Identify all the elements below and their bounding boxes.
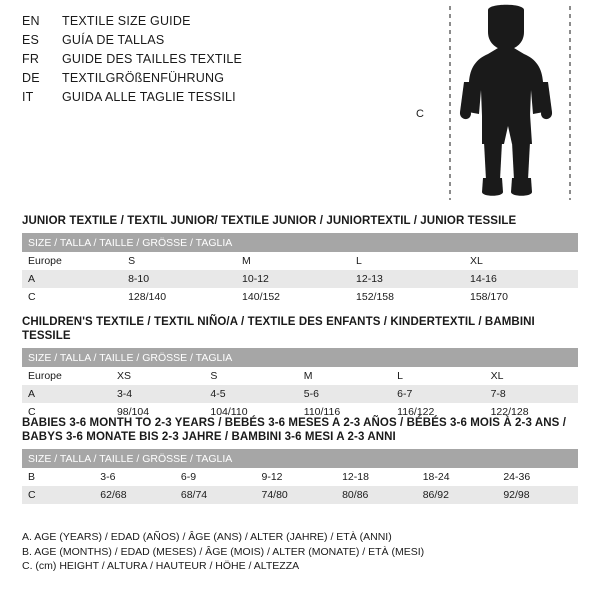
language-row [22, 90, 442, 109]
cell: 24-36 [497, 468, 578, 486]
language-row [22, 52, 442, 71]
cell: 4-5 [204, 385, 297, 403]
language-title-block [22, 14, 442, 109]
row-label: C [22, 486, 94, 504]
section-childrens-textile [22, 315, 578, 421]
cell: S [204, 367, 297, 385]
cell: 116/122 [391, 403, 484, 421]
legend-block [22, 530, 578, 574]
cell: 68/74 [175, 486, 256, 504]
language-row [22, 71, 442, 90]
cell: 110/116 [298, 403, 391, 421]
table-row [22, 252, 578, 270]
table-row [22, 367, 578, 385]
row-label: Europe [22, 367, 111, 385]
section-title: BABIES 3-6 MONTH TO 2-3 YEARS / BEBÉS 3-6 MESES A 2-3 AÑOS / BÉBÉS 3-6 MOIS À 2-3 ANS / BABYS 3-6 MONATE BIS 2-3 JAHRE / BAMBINI 3-6 MESI A 2-3 ANNI [22, 417, 566, 443]
cell: 3-4 [111, 385, 204, 403]
row-label: Europe [22, 252, 122, 270]
cell: L [350, 252, 464, 270]
language-title: GUIDA ALLE TAGLIE TESSILI [62, 90, 236, 104]
table-row [22, 288, 578, 306]
height-measure-label: C [416, 108, 424, 120]
cell: 152/158 [350, 288, 464, 306]
language-code: EN [22, 14, 40, 28]
cell: 14-16 [464, 270, 578, 288]
cell: XS [111, 367, 204, 385]
cell: 122/128 [485, 403, 578, 421]
cell: 104/110 [204, 403, 297, 421]
size-header-label: SIZE / TALLA / TAILLE / GRÖSSE / TAGLIA [22, 449, 578, 468]
cell: 5-6 [298, 385, 391, 403]
cell: 62/68 [94, 486, 175, 504]
cell: L [391, 367, 484, 385]
cell: 18-24 [417, 468, 498, 486]
table-row [22, 486, 578, 504]
row-label: A [22, 270, 122, 288]
cell: 10-12 [236, 270, 350, 288]
row-label: A [22, 385, 111, 403]
table-row [22, 468, 578, 486]
cell: 3-6 [94, 468, 175, 486]
size-table-babies [22, 449, 578, 504]
row-label: B [22, 468, 94, 486]
cell: 158/170 [464, 288, 578, 306]
legend-line: C. (cm) HEIGHT / ALTURA / HAUTEUR / HÖHE / ALTEZZA [22, 560, 300, 572]
language-code: IT [22, 90, 34, 104]
table-header-row [22, 449, 578, 468]
legend-line: A. AGE (YEARS) / EDAD (AÑOS) / ÂGE (ANS) / ALTER (JAHRE) / ETÀ (ANNI) [22, 531, 392, 543]
cell: M [236, 252, 350, 270]
language-title: TEXTILE SIZE GUIDE [62, 14, 191, 28]
table-header-row [22, 348, 578, 367]
row-label: C [22, 288, 122, 306]
cell: 92/98 [497, 486, 578, 504]
cell: XL [464, 252, 578, 270]
cell: 98/104 [111, 403, 204, 421]
section-junior-textile [22, 214, 578, 306]
cell: 12-18 [336, 468, 417, 486]
language-row [22, 33, 442, 52]
cell: 8-10 [122, 270, 236, 288]
language-row [22, 14, 442, 33]
section-title: CHILDREN'S TEXTILE / TEXTIL NIÑO/A / TEXTILE DES ENFANTS / KINDERTEXTIL / BAMBINI TESSILE [22, 316, 535, 342]
legend-line: B. AGE (MONTHS) / EDAD (MESES) / ÂGE (MOIS) / ALTER (MONATE) / ETÀ (MESI) [22, 545, 425, 558]
cell: 140/152 [236, 288, 350, 306]
cell: M [298, 367, 391, 385]
cell: 6-7 [391, 385, 484, 403]
language-title: TEXTILGRÖßENFÜHRUNG [62, 71, 225, 85]
row-label: C [22, 403, 111, 421]
section-title: JUNIOR TEXTILE / TEXTIL JUNIOR/ TEXTILE JUNIOR / JUNIORTEXTIL / JUNIOR TESSILE [22, 215, 517, 227]
section-babies-textile [22, 416, 578, 504]
cell: 128/140 [122, 288, 236, 306]
table-row [22, 385, 578, 403]
cell: 86/92 [417, 486, 498, 504]
cell: 6-9 [175, 468, 256, 486]
cell: XL [485, 367, 578, 385]
size-header-label: SIZE / TALLA / TAILLE / GRÖSSE / TAGLIA [22, 233, 578, 252]
size-header-label: SIZE / TALLA / TAILLE / GRÖSSE / TAGLIA [22, 348, 578, 367]
language-title: GUIDE DES TAILLES TEXTILE [62, 52, 243, 66]
language-code: DE [22, 71, 40, 85]
size-table-junior [22, 233, 578, 306]
cell: S [122, 252, 236, 270]
cell: 12-13 [350, 270, 464, 288]
language-code: FR [22, 52, 40, 66]
cell: 7-8 [485, 385, 578, 403]
size-table-children [22, 348, 578, 421]
cell: 74/80 [255, 486, 336, 504]
language-title: GUÍA DE TALLAS [62, 33, 165, 47]
table-header-row [22, 233, 578, 252]
child-figure-icon [438, 4, 578, 204]
cell: 9-12 [255, 468, 336, 486]
toddler-silhouette-figure [416, 4, 578, 204]
language-code: ES [22, 33, 40, 47]
table-row [22, 270, 578, 288]
cell: 80/86 [336, 486, 417, 504]
